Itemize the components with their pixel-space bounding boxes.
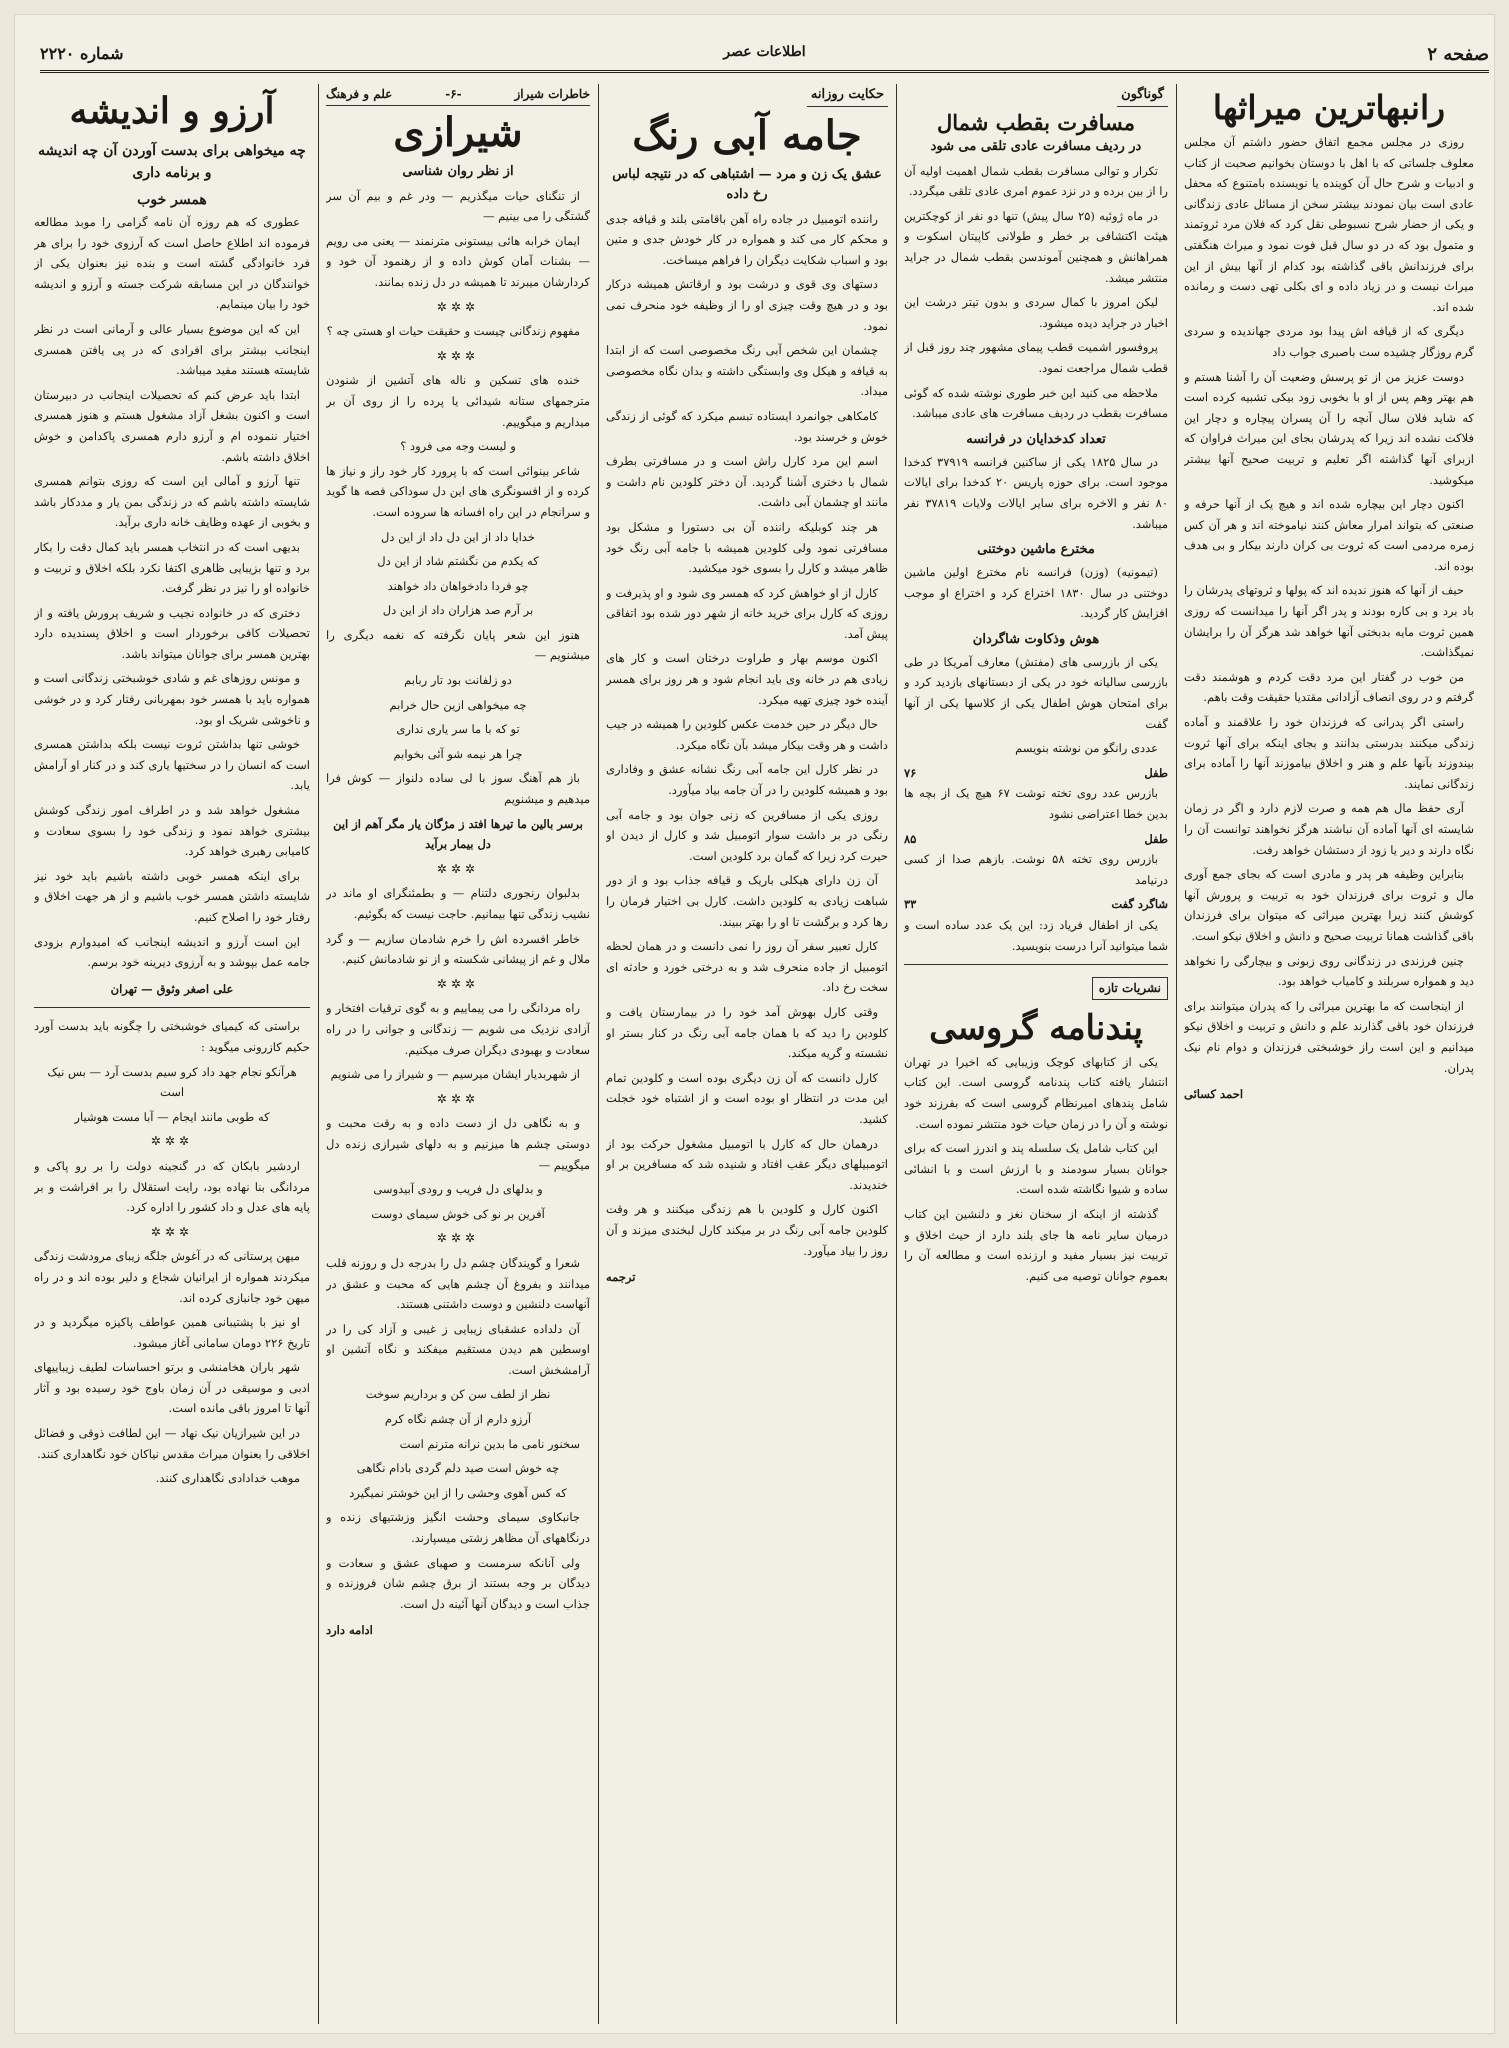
paragraph: لیکن امروز با کمال سردی و بدون تیتر درشت این اخبار در جراید دیده میشود. [904, 295, 1168, 330]
paragraph: چشمان این شخص آبی رنگ مخصوصی است که از ابتدا به قیافه و هیکل وی وابستگی داشته و بدان نگاه مخصوصی میداد. [606, 343, 888, 399]
paragraph: مفهوم زندگانی چیست و حقیقت حیات او هستی چه ؟ [326, 324, 580, 339]
star-separator: ✲✲✲ [436, 299, 480, 314]
paragraph: شهر باران هخامنشی و برتو احساسات لطیف زیباییهای ادبی و موسیقی در آن زمان باوج خود رسیده بود و آثار آنها تا امروز باقی مانده است. [34, 1360, 310, 1416]
paragraph: راستی اگر پدرانی که فرزندان خود را علاقمند و آماده زندگی میکنند بدرستی بدانند و بجای اینکه برای آنها ثروت بیندوزند بآنها علم و هنر و اخلاق بیاموزند آنها را آماده برای زندگانی نمایند. [1184, 715, 1474, 791]
divider [34, 1007, 310, 1008]
dialog-speaker: طفل [1144, 765, 1168, 780]
paragraph: در نظر کارل این جامه آبی رنگ نشانه عشق و وفاداری بود و همیشه کلودین را در آن جامه بیاد میآورد. [606, 762, 888, 798]
paragraph: باز هم آهنگ سوز با لی ساده دلنواز — کوش فرا میدهیم و میشنویم [326, 771, 590, 807]
star-separator: ✲✲✲ [436, 861, 480, 876]
newspaper-name: اطلاعات عصر [723, 44, 806, 60]
dialog-speaker: طفل [1144, 831, 1168, 846]
paragraph: یکی از اطفال فریاد زد: این یک عدد ساده است و شما میتوانید آنرا درست بنویسید. [904, 918, 1168, 953]
verse-line: دو زلفانت بود تار ربابم [404, 673, 512, 688]
paragraph: وقتی کارل بهوش آمد خود را در بیمارستان یافت و کلودین را دید که با همان جامه آبی رنگ در کنار بستر او نشسته و گریه میکند. [606, 1004, 888, 1061]
author-signature: علی اصغر وثوق — تهران [110, 981, 234, 996]
paragraph: تکرار و توالی مسافرت بقطب شمال اهمیت اولیه آن را از بین برده و در نزد عموم امری عادی تلقی میگردد. [904, 163, 1168, 199]
verse-line: آفرین بر نو کی خوش سیمای دوست [371, 1206, 545, 1221]
star-separator: ✲✲✲ [436, 1231, 480, 1246]
paragraph: از تنگنای حیات میگذریم — ودر غم و بیم آن سر گشتگی را می بینیم — [326, 188, 590, 224]
verse-line: چه خوش است صید دلم گردی بادام نگاهی [356, 1461, 560, 1476]
verse-line: هرآنکو نجام جهد داد کرو سیم بدست آرد — بس نیک است [47, 1064, 297, 1100]
paragraph: اسم این مرد کارل راش است و در مسافرتی بطرف شمال با دختری آشنا گردید. آن دختر کلودین نام داشت و مانند او چشمان آبی داشت. [606, 454, 888, 510]
paragraph: برای اینکه همسر خوبی داشته باشیم باید خود نیز شایسته داشتن همسر خوب باشیم و از هر جهت اخلاق و رفتار خود را اصلاح کنیم. [34, 868, 310, 924]
verse-line: چو فردا دادخواهان داد خواهند [387, 578, 529, 593]
paragraph: در این شیرازیان نیک نهاد — این لطافت ذوقی و فضائل اخلاقی را بعنوان میراث مقدس نیاکان خود نگاهداری کنند. [34, 1426, 310, 1461]
paragraph: پروفسور اشمیت قطب پیمای مشهور چند روز قبل از قطب شمال مراجعت نمود. [904, 340, 1168, 375]
paragraph: عطوری که هم روزه آن نامه گرامی را موبد مطالعه فرموده اند اطلاع حاصل است که آرزوی خود را برای هر فرد خانوادگی گشته است و بنده نیز بعنوان یکی از خوانندگان در این مسابقه شرکت جسته و آرزو و اندیشه خود را بیان مینمایم. [34, 215, 310, 312]
paragraph: در ماه ژوئیه (۲۵ سال پیش) تنها دو نفر از کوچکترین هیئت اکتشافی بر خطر و طولانی کاپیتان اسکوت و همراهانش و همچنین آموندسن بقطب شمال در جراید منتشر میشد. [904, 208, 1168, 285]
article-subtitle: از نظر روان شناسی [402, 163, 514, 179]
verse-line: و بدلهای دل فریب و رودی آبیدوسی [373, 1182, 543, 1197]
paragraph: عددی رانگو من نوشته بنویسم [1015, 741, 1158, 756]
series-number: -۶- [445, 87, 462, 101]
paragraph: یکی از کتابهای کوچک وزیبایی که اخیرا در تهران انتشار یافته کتاب پندنامه گروسی است. این کتاب شامل پندهای امیرنظام گروسی است که بفرزند خود نوشته و آن را در زمان حیات خود منتشر نموده است. [904, 1054, 1168, 1131]
paragraph: این است آرزو و اندیشه اینجانب که امیدوارم بزودی جامه عمل بپوشد و به آرزوی دیرینه خود برسم. [34, 934, 310, 970]
paragraph: حال دیگر در حین خدمت عکس کلودین را همیشه در جیب داشت و هر وقت بیکار میشد بآن نگاه میکرد. [606, 717, 888, 752]
paragraph: یکی از بازرسی های (مفتش) معارف آمریکا در طی بازرسی سالیانه خود در یکی از دبستانهای بازدید کرد و برای امتحان هوش اطفال یکی از کلاسها یکی از آنها گفت [904, 654, 1168, 731]
paragraph: این که این موضوع بسیار عالی و آرمانی است در نظر اینجانب بیشتر برای افرادی که در پی یافتن همسری شایسته هستند مفید میباشد. [34, 321, 310, 378]
dialog-row [904, 763, 1168, 784]
paragraph: هر چند کوبلیکه راننده آن بی دستورا و مشکل بود مسافرتی نمود ولی کلودین همیشه با جامه آبی رنگ خود ظاهر میشد و کارل را بسوی خود میکشید. [606, 519, 888, 576]
section-kicker-row [326, 84, 590, 106]
paragraph: کارل تعبیر سفر آن روز را نمی دانست و در همان لحظه اتومبیل از جاده منحرف شد و به درختی خورد و حادثه ای سخت رخ داد. [606, 939, 888, 995]
paragraph: ولی آنانکه سرمست و صهبای عشق و سعادت و دیدگان بر وجه بستند از برق چشم شان فروزنده و جذاب است و دیدگان آنها آئینه دل است. [326, 1555, 590, 1611]
verse-line: آرزو دارم از آن چشم نگاه کرم [384, 1412, 532, 1427]
section-heading: همسر خوب [137, 192, 207, 208]
paragraph: بنابراین وظیفه هر پدر و مادری است که بجای جمع آوری مال و ثروت برای فرزندان خود به تربیت و پرورش آنها کوشش کنند زیرا بهترین میراثی که میتوان برای فرزندان باقی گذاشت همانا تربیت صحیح و دانش و اخلاق نیکو است. [1184, 867, 1474, 943]
article-title: آرزو و اندیشه [69, 90, 275, 132]
author-signature: احمد کسائی [1184, 1087, 1244, 1102]
paragraph: اکنون دچار این بیچاره شده اند و هیچ یک از آنها حرفه و صنعتی که بتواند امرار معاش کنند نیاموخته اند و هر آن کس زمره مردمی است که ثروت بی کران دارند بیکار و بی هدف بوده اند. [1184, 497, 1474, 573]
section-category: علم و فرهنگ [326, 87, 393, 101]
dialog-row [904, 829, 1168, 850]
verse-line: خدایا داد از این دل داد از این دل [381, 529, 535, 544]
section-kicker: حکایت روزانه [807, 85, 888, 107]
paragraph: آن زن دارای هیکلی باریک و قیافه جذاب بود و از دور شباهت زیادی به کلودین داشت. کارل بی اختیار فرمان را رها کرد و برگشت تا او را بهتر ببیند. [606, 873, 888, 929]
verse-line: چه میخواهی ازین حال خرابم [389, 697, 527, 712]
paragraph: گذشته از اینکه از سخنان نغز و دلنشین این کتاب درمیان سایر نامه ها جای بلند دارد از حیث اخلاق و تربیت نیز بسیار مفید و ارزنده است و مطالعه آن را بعموم جوانان توصیه می کنیم. [904, 1206, 1168, 1283]
paragraph: روزی یکی از مسافرین که زنی جوان بود و جامه آبی رنگی در بر داشت سوار اتومبیل شد و کارل از دیدن او حیرت کرد زیرا که گمان برد کلودین است. [606, 807, 888, 863]
paragraph: دوست عزیز من از تو پرسش وضعیت آن را آشنا هستم و هم بهتر وهم پس از او با بخوبی زود بیکی تشبیه کرده است که شاید فلان سال آنچه را آن پسران پیچاره و دچار این فلاکت نشده اند زیرا که پدرشان بجای این میراث فراوان که ازبرای آنها گذاشته اگر تعلیم و تربیت صحیح آنها بیشتر میکوشید. [1184, 369, 1474, 487]
paragraph: کارل از او خواهش کرد که همسر وی شود و او پذیرفت و روزی که کارل برای خرید خانه از شهر دور شده بود اتفاقی پیش آمد. [606, 585, 888, 641]
column-rule [1176, 84, 1177, 2024]
paragraph: راننده اتومبیل در جاده راه آهن باقامتی بلند و قیافه جدی و محکم کار می کند و همواره در کار خودش جدی و متین بود و اسباب شکایت دیگران را فراهم میساخت. [606, 211, 888, 267]
section-heading: هوش وذکاوت شاگردان [972, 631, 1100, 647]
section-box-title: نشریات تازه [1092, 977, 1168, 1000]
paragraph: آری حفظ مال هم همه و صرت لازم دارد و اگر در زمان شایسته ای آنها آماده آن نباشند هرگز نخواهند توانست آن را نگاه دارند و دیر یا زود از دستشان خواهد رفت. [1184, 801, 1474, 857]
page-number: صفحه ۲ [1427, 44, 1489, 65]
paragraph: بازرس عدد روی تخته نوشت ۶۷ هیچ یک از بچه ها بدین خطا اعتراضی نشود [904, 786, 1168, 822]
paragraph: درهمان حال که کارل با اتومبیل مشغول حرکت بود از اتومبیلهای دیگر عقب افتاد و شنیده شد که مسافرین بر او خندیدند. [606, 1136, 888, 1192]
paragraph: و به نگاهی دل از دست داده و به رقت محبت و دوستی چشم ها میزنیم و به دلهای شیرازی زنده دل میگوییم — [326, 1116, 590, 1172]
paragraph: و مونس روزهای غم و شادی خوشبختی زندگانی است و همواره باید با همسر خود بمهربانی رفتار کرد و در خوشی و ناخوشی شریک او بود. [34, 671, 310, 727]
translator-signature: ترجمه [606, 1270, 636, 1285]
paragraph: براستی که کیمیای خوشبختی را چگونه باید بدست آورد حکیم کازرونی میگوید : [34, 1019, 310, 1054]
paragraph: خاطر افسرده اش را خرم شادمان سازیم — و گرد ملال و غم از پیشانی شکسته و از نو شادمانش کنیم. [326, 931, 590, 967]
paragraph: کامکاهی جوانمرد ایستاده تبسم میکرد که گوئی از زندگی خوش و خرسند بود. [606, 408, 888, 444]
paragraph: آن دلداده عشقبای زیبایی ز غیبی و آزاد کی را در اوسطین هم دیدن مستقیم میفکند و نگاه آتشین او آرامشخش است. [326, 1321, 590, 1377]
paragraph: (تیمونیه) (وزن) فرانسه نام مخترع اولین ماشین دوختنی در سال ۱۸۳۰ اختراع کرد و اختراع او موجب افزایش کار گردید. [904, 565, 1168, 621]
paragraph: خوشی تنها بداشتن ثروت نیست بلکه بداشتن همسری است که انسان را در سختیها یاری کند و در کنار او آرامش یابد. [34, 737, 310, 793]
paragraph: تنها آرزو و آمالی این است که روزی بتوانم همسری شایسته داشته باشم که در زندگی بمن یار و مددکار باشد و بخوبی از عهده وظایف خانه داری برآید. [34, 474, 310, 530]
paragraph: بدلبوان رنجوری دلتنام — و بطمئنگرای او ماند در نشیب زندگی تنها بیمانیم. حاجت نیست که بگوئیم. [326, 886, 590, 921]
star-separator: ✲✲✲ [436, 348, 480, 363]
paragraph: دیگری که از قیافه اش پیدا بود مردی جهاندیده و سردی گرم روزگار چشیده ست باصبری جواب داد [1184, 324, 1474, 359]
article-blue-dress [606, 84, 888, 2024]
verse-line: تو که با ما سر یاری نداری [396, 722, 520, 737]
article-subtitle: عشق یک زن و مرد — اشتباهی که در نتیجه لباس رخ داده [612, 166, 882, 202]
star-separator: ✲✲✲ [436, 1091, 480, 1106]
paragraph: هنوز این شعر پایان نگرفته که نغمه دیگری را میشنویم — [326, 627, 590, 663]
article-title: مسافرت بقطب شمال [936, 109, 1136, 135]
paragraph: مشغول خواهد شد و در اطراف امور زندگی کوشش بیشتری خواهد نمود و زندگی خود را بسوی سعادت و کامیابی رهبری خواهد کرد. [34, 803, 310, 859]
paragraph: حیف از آنها که هنوز ندیده اند که پولها و ثروتهای پدرشان را باد برد و بی کاره بودند و پدر اگر آنها را میدانست که روزی همین ثروت مایه بدبختی آنها خواهد شد هرگز آن را برایشان نمیگذاشت. [1184, 583, 1474, 660]
verse-line: چرا هر نیمه شو آئی بخوابم [393, 746, 523, 761]
article-title: رانبهاترین میراثها [1212, 88, 1446, 127]
verse-line: نظر از لطف سن کن و برداریم سوخت [365, 1387, 551, 1402]
verse-line: که یکدم من نگشتم شاد از این دل [377, 554, 539, 569]
section-kicker: گوناگون [1117, 85, 1168, 107]
column-rule [896, 84, 897, 2024]
paragraph: خنده های تسکین و ناله های آتشین از شنودن مترجمهای ستانه شیدائی یا پرده را از روی آن بر میداریم و میگوییم. [326, 373, 590, 429]
paragraph: او نیز با پشتیبانی همین عواطف پاکیزه میگردید و در تاریخ ۲۲۶ دومان سامانی آغاز میشود. [34, 1315, 310, 1350]
paragraph: اردشیر بابکان که در گنجینه دولت را بر رو پاکی و مردانگی بنا نهاده بود، رایت استقلال را بر افراشت و بر پایه های عدل و داد کشور را اداره کرد. [34, 1158, 310, 1215]
paragraph: دستهای وی قوی و درشت بود و ارقاتش همیشه درکار بود و در هیچ وقت چیزی او را از وظیفه خود منحرف نمی نمود. [606, 277, 888, 333]
paragraph: من خوب در گفتار این مرد دقت کردم و هوشمند دقت گرفتم و در روی انصاف آزادانی مقتدیا حقیقت وقت باهم. [1184, 669, 1474, 705]
paragraph: میهن پرستانی که در آغوش جلگه زیبای مرودشت زندگی میکردند همواره از ایرانیان شجاع و دلیر بوده اند و در راه میهن خود جانبازی کرده اند. [34, 1249, 310, 1305]
article-shirazi [326, 84, 590, 2024]
masthead [40, 44, 1489, 73]
paragraph: دختری که در خانواده نجیب و شریف پرورش یافته و از تحصیلات کافی برخوردار است و اخلاق پسندیده دارد بهترین همسر برای جوانان میتواند باشد. [34, 605, 310, 661]
verse-line: و لیست وجه می فرود ؟ [400, 439, 516, 454]
verse-line: که طوبی مانند ایجام — آبا مست هوشیار [74, 1109, 270, 1124]
paragraph: اکنون کارل و کلودین با هم زندگی میکنند و هر وقت کلودین جامه آبی رنگ در بر میکند کارل لبخندی میزند و آن روز را بیاد میآورد. [606, 1202, 888, 1258]
article-subtitle: چه میخواهی برای بدست آوردن آن چه اندیشه و برنامه داری [38, 143, 306, 181]
article-title: جامه آبی رنگ [632, 111, 862, 159]
dialog-number: ۷۶ [904, 765, 917, 780]
paragraph: موهب خدادادی نگاهداری کنند. [155, 1471, 300, 1486]
dialog-row [904, 894, 1168, 915]
paragraph: راه مردانگی را می پیماییم و به گوی ترقیات افتخار و آزادی نزدیک می شویم — زندگانی و جوانی را در راه سعادت و بهبودی دیگران صرف میکنیم. [326, 1001, 590, 1057]
dialog-speaker: شاگرد گفت [1111, 897, 1168, 912]
paragraph: این کتاب شامل یک سلسله پند و اندرز است که برای جوانان بسیار سودمند و با ارزش است و با انشائی ساده و شیوا نگاشته شده است. [904, 1141, 1168, 1197]
issue-number: شماره ۲۲۲۰ [40, 44, 124, 63]
article-wish-and-thought [34, 84, 310, 2024]
paragraph: چنین فرزندی در زندگانی روی زبونی و بیچارگی را نخواهد دید و همواره سربلند و کامیاب خواهد بود. [1184, 953, 1474, 989]
dialog-number: ۳۳ [904, 897, 917, 912]
verse-line: بر آرم صد هزاران داد از این دل [382, 603, 534, 618]
star-separator: ✲✲✲ [150, 1224, 194, 1239]
paragraph: ملاحظه می کنید این خبر طوری نوشته شده که گوئی مسافرت بقطب در ردیف مسافرت های عادی میباشد. [904, 385, 1168, 421]
paragraph: شاعر بینوائی است که با پرورد کار خود راز و نیاز ها کرده و از افسونگری های این دل سوداکی فصه ها گوید و سرانجام در این راه افسانه ها سروده است. [326, 463, 590, 519]
section-kicker: خاطرات شیراز [514, 87, 590, 101]
paragraph: سخنور نامی ما بدین نرانه مترنم است [399, 1436, 580, 1451]
column-rule [318, 84, 319, 2024]
section-heading: مخترع ماشین دوختنی [977, 542, 1095, 558]
verse-line: برسر بالین ما تیرها افتد ز مژگان یار مگر آهم از این دل بیمار برآید [333, 816, 583, 852]
article-title: پندنامه گروسی [929, 1007, 1143, 1048]
column-rule [598, 84, 599, 2024]
paragraph: از شهربدیار ایشان میرسیم — و شیراز را می شنویم [330, 1067, 580, 1082]
paragraph: بدیهی است که در انتخاب همسر باید کمال دقت را بکار برد و تنها بزیبایی ظاهری اکتفا نکرد بلکه اخلاق و تربیت و خانواده او را نیز در نظر گرفت. [34, 539, 310, 596]
paragraph: از اینجاست که ما بهترین میراثی را که پدران میتوانند برای فرزندان خود باقی گذارند علم و دانش و تربیت و اخلاق نیکو میدانیم و این است راز خوشبختی فرزندان و دوام نام نیک پدران. [1184, 998, 1474, 1075]
article-title: شیرازی [393, 108, 523, 156]
star-separator: ✲✲✲ [436, 976, 480, 991]
verse-line: که کس آهوی وحشی را از این خوشتر نمیگیرد [349, 1485, 567, 1500]
star-separator: ✲✲✲ [150, 1134, 194, 1149]
paragraph: روزی در مجلس مجمع اتفاق حضور داشتم آن مجلس معلوف جلساتی که با اهل با دوستان بخوانیم صحبت از کتاب و ادبیات و شرح حال آن کوینده یا نویسنده بامتنوع که محفل عادی است بیان نمودند بیشتر سخن از مسائل عادی زندگانی و یکی از حضار شرح نسبوطی نقل کرد که فلان مرد ثروتمند و متمول بود که در دو سال قبل فوت نمود و میراث هنگفتی برای فرزندانش باقی گذاشته بود کدام از آنها بیش از این میراث نیست و در زیاد داده و ای بکلی تهی دست و رمانده شده اند. [1184, 135, 1474, 314]
dialog-number: ۸۵ [904, 831, 917, 846]
article-north-pole [904, 84, 1168, 2024]
paragraph: اکنون موسم بهار و طراوت درختان است و کار های زیادی هم در خانه وی باید انجام شود و هر روز برای همسر آینده خود چیزی تهیه میکرد. [606, 651, 888, 707]
paragraph: در سال ۱۸۲۵ یکی از ساکنین فرانسه ۳۷۹۱۹ کدخدا موجود است. برای حوزه پاریس ۲۰ کدخدا برای ایالات ۸۰ نفر و الاخره برای سایر ایالات ولایات ۳۷۸۱۹ نفر میباشد. [904, 454, 1168, 531]
section-heading: تعداد کدخدایان در فرانسه [966, 431, 1106, 447]
to-be-continued: ادامه دارد [326, 1623, 373, 1638]
divider [904, 964, 1168, 965]
article-inheritance [1184, 84, 1474, 2024]
article-subtitle: در ردیف مسافرت عادی تلقی می شود [930, 138, 1142, 154]
paragraph: کارل دانست که آن زن دیگری بوده است و کلودین تمام این مدت در انتظار او بوده است و از اشتباه خود خجلت کشید. [606, 1070, 888, 1126]
paragraph: بازرس روی تخته ۵۸ نوشت. بازهم صدا از کسی درنیامد [904, 852, 1168, 887]
paragraph: ابتدا باید عرض کنم که تحصیلات اینجانب در دبیرستان است و اکنون بشغل آزاد مشغول هستم و هنوز همسری اختیار ننموده ام و آرزو دارم همسری پاکدامن و خوش اخلاق داشته باشم. [34, 387, 310, 464]
paragraph: جانبکاوی سیمای وحشت انگیز وزشتیهای زنده و درنگاههای آن مظاهر زشتی میسپارند. [326, 1510, 590, 1546]
paragraph: شعرا و گویندگان چشم دل را بدرجه دل و روزنه قلب میدانند و بفروغ آن چشم هایی که محبت و عشق در آنهاست دلنشین و دوست داشتنی هستند. [326, 1255, 590, 1312]
paragraph: ایمان خرابه هائی بیستونی مترنمند — یعنی می رویم — بشنات آمان کوش داده و از رهنمود آن خود و کردارشان میبرند تا همیشه در دل زنده بمانند. [326, 233, 590, 289]
